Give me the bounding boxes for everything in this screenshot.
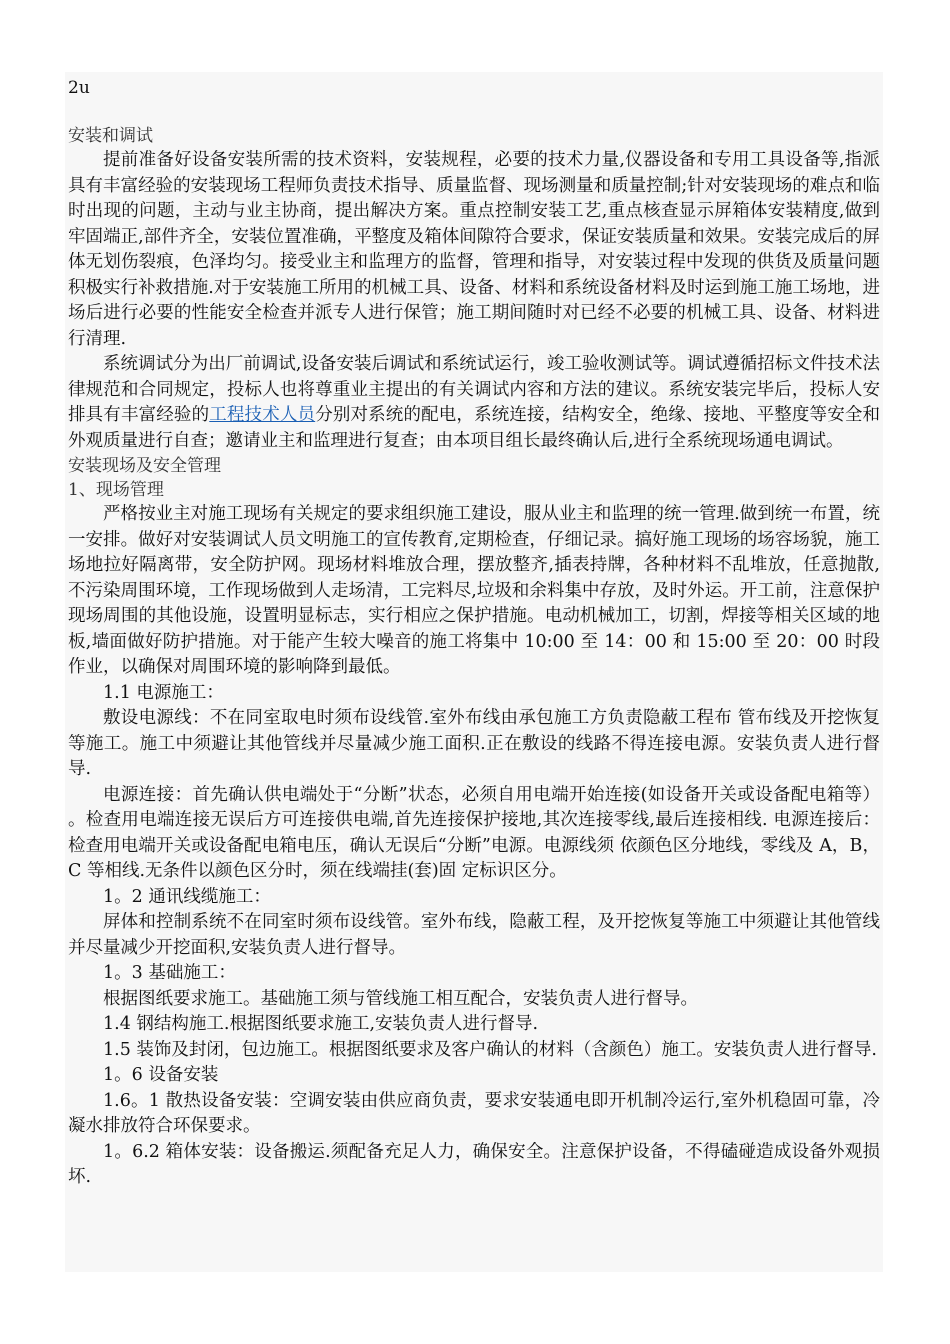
section-title-site: 安装现场及安全管理 [68, 456, 221, 476]
paragraph-1-6-1: 1.6。1 散热设备安装：空调安装由供应商负责，要求安装通电即开机制冷运行,室外机稳固可靠，冷凝水排放符合环保要求。 [68, 1090, 880, 1136]
paragraph-1-1-a: 敷设电源线：不在同室取电时须布设线管.室外布线由承包施工方负责隐蔽工程布 管布线及开挖恢复等施工。施工中须避让其他管线并尽量减少施工面积.正在敷设的线路不得连接电源。安装负责人进行督导. [68, 708, 880, 779]
heading-1-1: 1.1 电源施工： [103, 682, 224, 703]
paragraph-install-1: 提前准备好设备安装所需的技术资料，安装规程，必要的技术力量,仪器设备和专用工具设备等,指派具有丰富经验的安装现场工程师负责技术指导、质量监督、现场测量和质量控制;针对安装现场的难点和临时出现的问题，主动与业主协商，提出解决方案。重点控制安装工艺,重点核查显示屏箱体安装精度,做到牢固端正,部件齐全，安装位置准确，平整度及箱体间隙符合要求，保证安装质量和效果。安装完成后的屏体无划伤裂痕，色泽均匀。接受业主和监理方的监督，管理和指导，对安装过程中发现的供货及质量问题积极实行补救措施.对于安装施工所用的机械工具、设备、材料和系统设备材料及时运到施工施工场地，进场后进行必要的性能安全检查并派专人进行保管；施工期间随时对已经不必要的机械工具、设备、材料进行清理. [68, 150, 880, 349]
paragraph-site-1: 严格按业主对施工现场有关规定的要求组织施工建设，服从业主和监理的统一管理.做到统一布置，统一安排。做好对安装调试人员文明施工的宣传教育,定期检查，仔细记录。搞好施工现场的场容场貌，施工场地拉好隔离带，安全防护网。现场材料堆放合理，摆放整齐,插表持牌，各种材料不乱堆放，任意抛散,不污染周围环境，工作现场做到人走场清，工完料尽,垃圾和余料集中存放，及时外运。开工前，注意保护现场周围的其他设施，设置明显标志，实行相应之保护措施。电动机械加工，切割，焊接等相关区域的地板,墙面做好防护措施。对于能产生较大噪音的施工将集中 10:00 至 14：00 和 15:00 至 20：00 时段作业，以确保对周围环境的影响降到最低。 [68, 504, 880, 677]
heading-1-6: 1。6 设备安装 [103, 1065, 219, 1085]
heading-1-3: 1。3 基础施工： [103, 963, 236, 983]
blank-line [68, 100, 880, 124]
paragraph-1-3: 根据图纸要求施工。基础施工须与管线施工相互配合，安装负责人进行督导。 [103, 988, 698, 1009]
paragraph-1-4: 1.4 钢结构施工.根据图纸要求施工,安装负责人进行督导. [103, 1014, 539, 1034]
engineering-staff-link[interactable]: 工程技术人员 [209, 405, 316, 425]
document-body [68, 76, 880, 1191]
paragraph-install-2-part-b: 分别对系统的配电，系统连接，结构安全，绝缘、接地、平整度等安全和外观质量进行自查；邀请业主和监理进行复查；由本项目组长最终确认后,进行全系统现场通电调试。 [68, 405, 881, 451]
section-title-install: 安装和调试 [68, 126, 153, 146]
page-label: 2u [68, 78, 90, 98]
heading-1-2: 1。2 通讯线缆施工： [103, 886, 271, 907]
paragraph-1-5: 1.5 装饰及封闭，包边施工。根据图纸要求及客户确认的材料（含颜色）施工。安装负责人进行督导. [103, 1039, 877, 1060]
paragraph-install-2-part-a: 系统调试分为出厂前调试,设备安装后调试和系统试运行，竣工验收测试等。调试遵循招标文件技术法律规范和合同规定，投标人也将尊重业主提出的有关调试内容和方法的建议。系统安装完毕后，投标人安排具有丰富经验的 [68, 354, 880, 425]
paragraph-1-6-2: 1。6.2 箱体安装：设备搬运.须配备充足人力，确保安全。注意保护设备，不得磕碰造成设备外观损坏. [68, 1141, 880, 1187]
paragraph-install-2 [68, 352, 880, 454]
subsection-title-site-management: 1、现场管理 [68, 480, 164, 500]
paragraph-1-2: 屏体和控制系统不在同室时须布设线管。室外布线，隐蔽工程，及开挖恢复等施工中须避让其他管线并尽量减少开挖面积,安装负责人进行督导。 [68, 912, 880, 958]
paragraph-1-1-b: 电源连接：首先确认供电端处于“分断”状态，必须自用电端开始连接(如设备开关或设备配电箱等） 。检查用电端连接无误后方可连接供电端,首先连接保护接地,其次连接零线,最后连接相线. 电源连接后：检查用电端开关或设备配电箱电压，确认无误后“分断”电源。电源线须 依颜色区分地线，零线及 A，B，C 等相线.无条件以颜色区分时，须在线端挂(套)固 定标识区分。 [68, 784, 880, 881]
